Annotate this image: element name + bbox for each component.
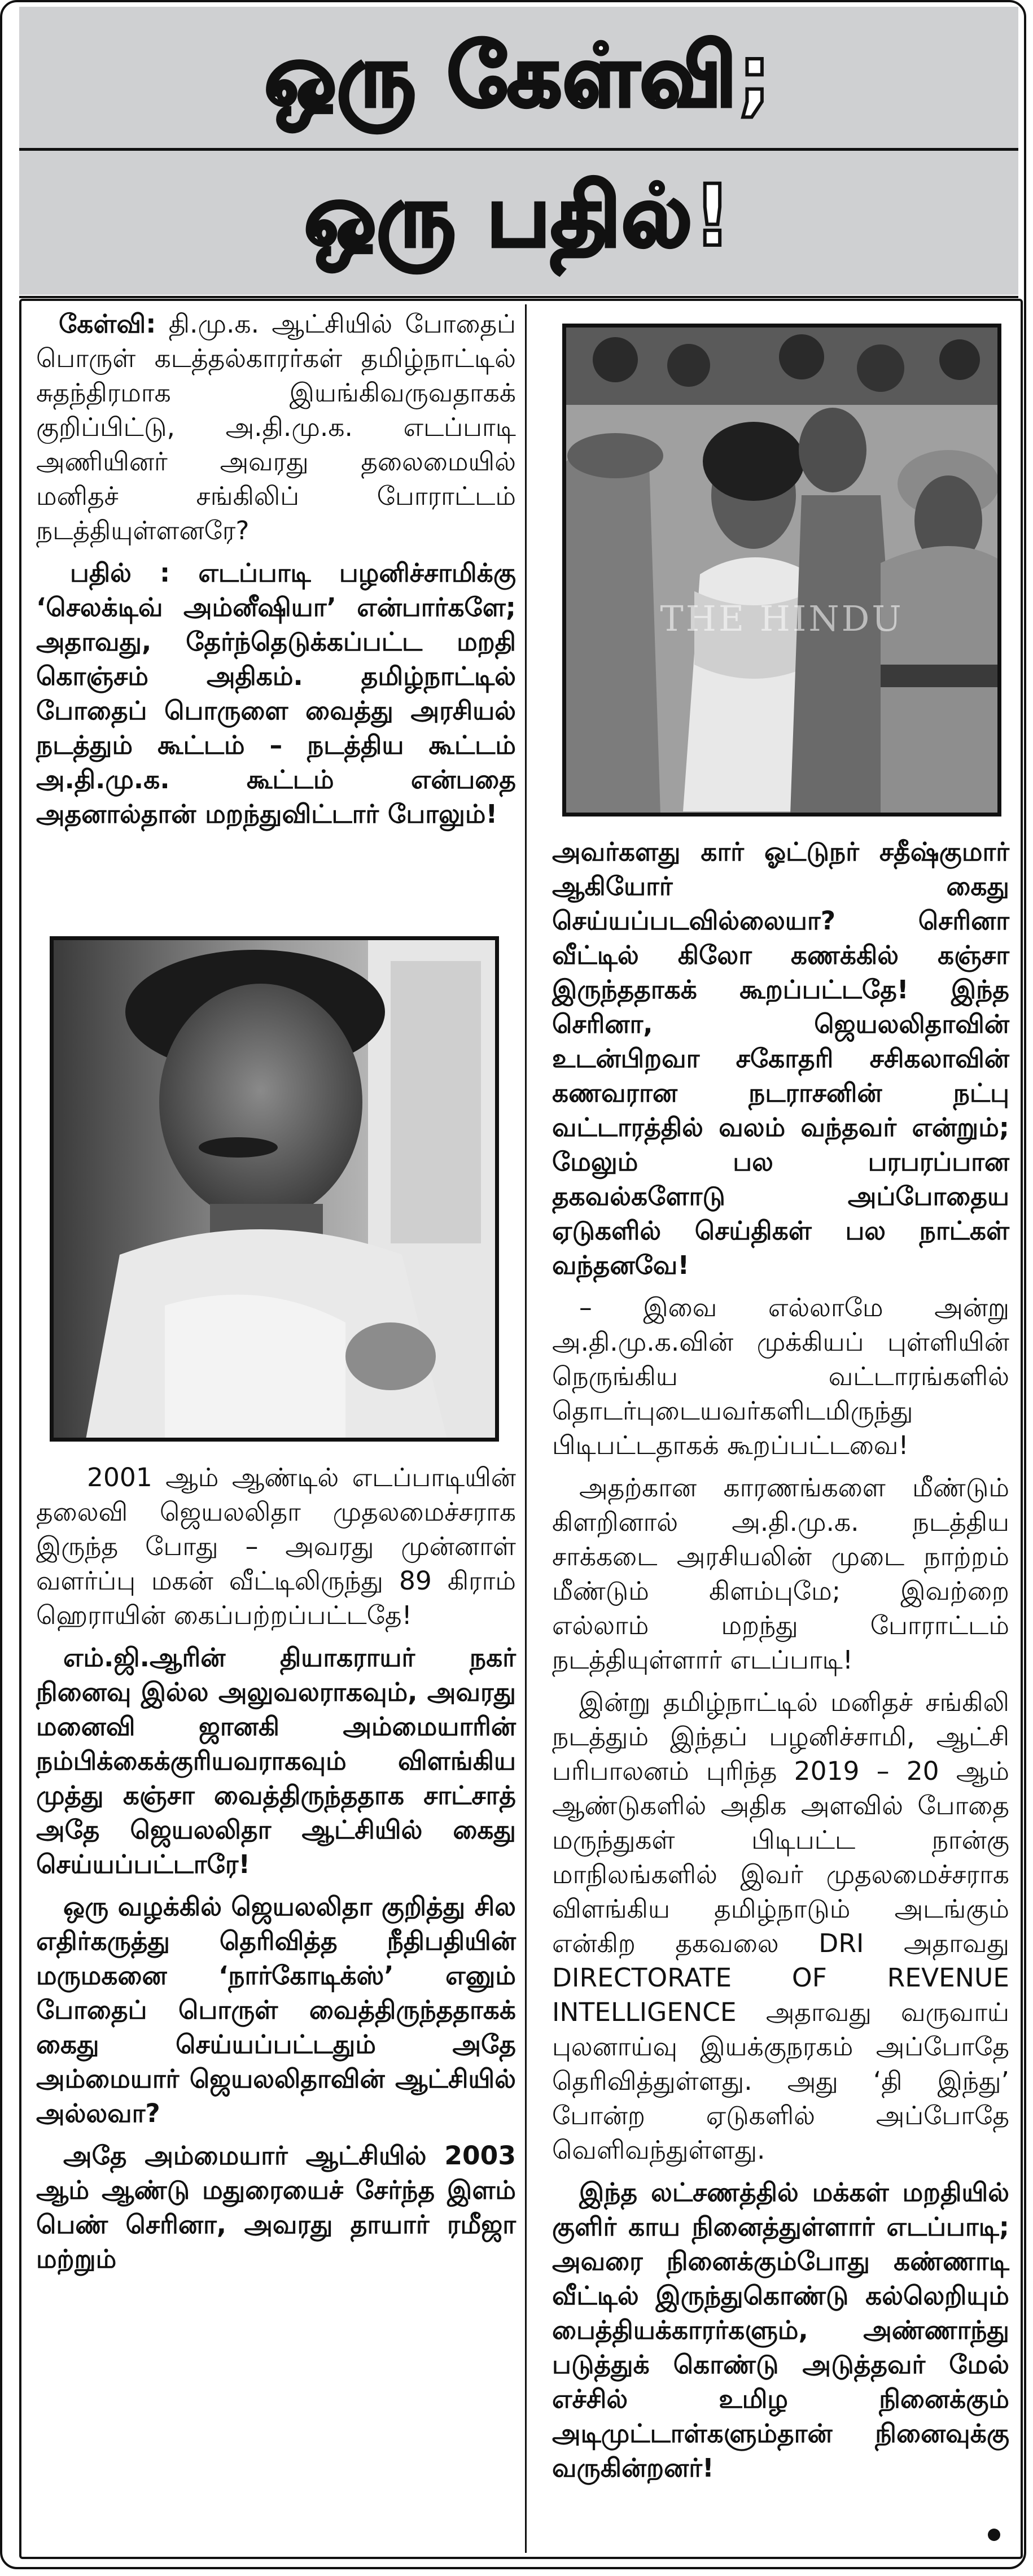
article-body <box>19 299 1023 2559</box>
question-paragraph <box>36 307 516 548</box>
paragraph-mgr: எம்.ஜி.ஆரின் தியாகராயர் நகர் நினைவு இல்ல அலுவலராகவும், அவரது மனைவி ஜானகி அம்மையாரின் நம்பிக்கைக்குரியவராகவும் விளங்கிய முத்து கஞ்சா வைத்திருந்ததாக சாட்சாத் அதே ஜெயலலிதா ஆட்சியில் கைது செய்யப்பட்டாரே! <box>36 1643 516 1879</box>
left-column-bottom <box>36 1460 516 2284</box>
paragraph-judge: ஒரு வழக்கில் ஜெயலலிதா குறித்து சில எதிர்கருத்து தெரிவித்த நீதிபதியின் மருமகனை ‘நார்கோடிக்ஸ்’ எனும் போதைப் பொருள் வைத்திருந்ததாகக் கைது செய்யப்பட்டதும் அதே அம்மையார் ஜெயலலிதாவின் ஆட்சியில் அல்லவா? <box>36 1892 516 2128</box>
title-banner <box>19 7 1018 295</box>
paragraph-driver: அவர்களது கார் ஓட்டுநர் சதீஷ்குமார் ஆகியோர் கைது செய்யப்படவில்லையா? செரினா வீட்டில் கிலோ கணக்கில் கஞ்சா இருந்ததாகக் கூறப்பட்டதே! இந்த செரினா, ஜெயலலிதாவின் உடன்பிறவா சகோதரி சசிகலாவின் கணவரான நடராசனின் நட்பு வட்டாரத்தில் வலம் வந்தவர் என்றும்; மேலும் பல பரபரப்பான தகவல்களோடு அப்போதைய ஏடுகளில் செய்திகள் பல நாட்கள் வந்தனவே! <box>552 837 1009 1280</box>
watermark-text: THE HINDU <box>660 598 904 639</box>
banner-bottom-rule <box>19 296 1018 298</box>
paragraph-2003: அதே அம்மையார் ஆட்சியில் 2003 ஆம் ஆண்டு மதுரையைச் சேர்ந்த இளம் பெண் செரினா, அவரது தாயார் ரமீஜா மற்றும் <box>36 2141 516 2274</box>
paragraph-2001: 2001 ஆம் ஆண்டில் எடப்பாடியின் தலைவி ஜெயலலிதா முதலமைச்சராக இருந்த போது – அவரது முன்னாள் வளர்ப்பு மகன் வீட்டிலிருந்து 89 கிராம் ஹெராயின் கைப்பற்றப்பட்டதே! <box>36 1462 516 1630</box>
arrest-scene-image <box>564 326 999 814</box>
paragraph-all: – இவை எல்லாமே அன்று அ.தி.மு.க.வின் முக்கியப் புள்ளியின் நெருங்கிய வட்டாரங்களில் தொடர்புடையவர்களிடமிருந்து பிடிபட்டதாகக் கூறப்பட்டவை! <box>552 1293 1009 1460</box>
paragraph-closing: இந்த லட்சணத்தில் மக்கள் மறதியில் குளிர் காய நினைத்துள்ளார் எடப்பாடி; அவரை நினைக்கும்போது கண்ணாடி வீட்டில் இருந்துகொண்டு கல்லெறியும் பைத்தியக்காரர்களும், அண்ணாந்து படுத்துக் கொண்டு அடுத்தவர் மேல் எச்சில் உமிழ நினைக்கும் அடிமுட்டாள்களும்தான் நினைவுக்கு வருகின்றனர்! <box>552 2177 1009 2483</box>
question-text: தி.மு.க. ஆட்சியில் போதைப் பொருள் கடத்தல்காரர்கள் தமிழ்நாட்டில் சுதந்திரமாக இயங்கிவருவதாகக் குறிப்பிட்டு, அ.தி.மு.க. எடப்பாடி அணியினர் அவரது தலைமையில் மனிதச் சங்கிலிப் போராட்டம் நடத்தியுள்ளனரே? <box>36 309 516 545</box>
column-divider <box>525 304 527 2553</box>
question-label: கேள்வி: <box>59 309 156 339</box>
title-line-2: ஒரு பதில்! <box>304 167 733 265</box>
paragraph-reasons: அதற்கான காரணங்களை மீண்டும் கிளறினால் அ.தி.மு.க. நடத்திய சாக்கடை அரசியலின் முடை நாற்றம் மீண்டும் கிளம்புமே; இவற்றை எல்லாம் மறந்து போராட்டம் நடத்தியுள்ளார் எடப்பாடி! <box>552 1473 1009 1675</box>
left-column-top <box>36 307 516 839</box>
portrait-photo <box>50 936 499 1442</box>
paragraph-today: இன்று தமிழ்நாட்டில் மனிதச் சங்கிலி நடத்தும் இந்தப் பழனிச்சாமி, ஆட்சி பரிபாலனம் புரிந்த 2019 – 20 ஆம் ஆண்டுகளில் அதிக அளவில் போதை மருந்துகள் பிடிபட்ட நான்கு மாநிலங்களில் இவர் முதலமைச்சராக விளங்கிய தமிழ்நாடும் அடங்கும் என்கிற தகவலை DRI அதாவது DIRECTORATE OF REVENUE INTELLIGENCE அதாவது வருவாய் புலனாய்வு இயக்குநரகம் அப்போதே தெரிவித்துள்ளது. அது ‘தி இந்து’ போன்ற ஏடுகளில் அப்போதே வெளிவந்துள்ளது. <box>552 1687 1009 2165</box>
answer-label: பதில் : <box>70 558 170 588</box>
title-divider <box>19 148 1018 151</box>
man-in-car-image <box>52 938 497 1439</box>
answer-paragraph <box>36 556 516 831</box>
answer-text: எடப்பாடி பழனிச்சாமிக்கு ‘செலக்டிவ் அம்னீஷியா’ என்பார்களே; அதாவது, தேர்ந்தெடுக்கப்பட்ட மறதி கொஞ்சம் அதிகம். தமிழ்நாட்டில் போதைப் பொருளை வைத்து அரசியல் நடத்தும் கூட்டம் – நடத்திய கூட்டம் அ.தி.மு.க. கூட்டம் என்பதை அதனால்தான் மறந்துவிட்டார் போலும்! <box>36 558 516 829</box>
end-mark <box>988 2529 1000 2541</box>
title-line-1: ஒரு கேள்வி; <box>265 27 773 125</box>
right-column <box>552 835 1009 2493</box>
crowd-photo <box>562 324 1001 817</box>
